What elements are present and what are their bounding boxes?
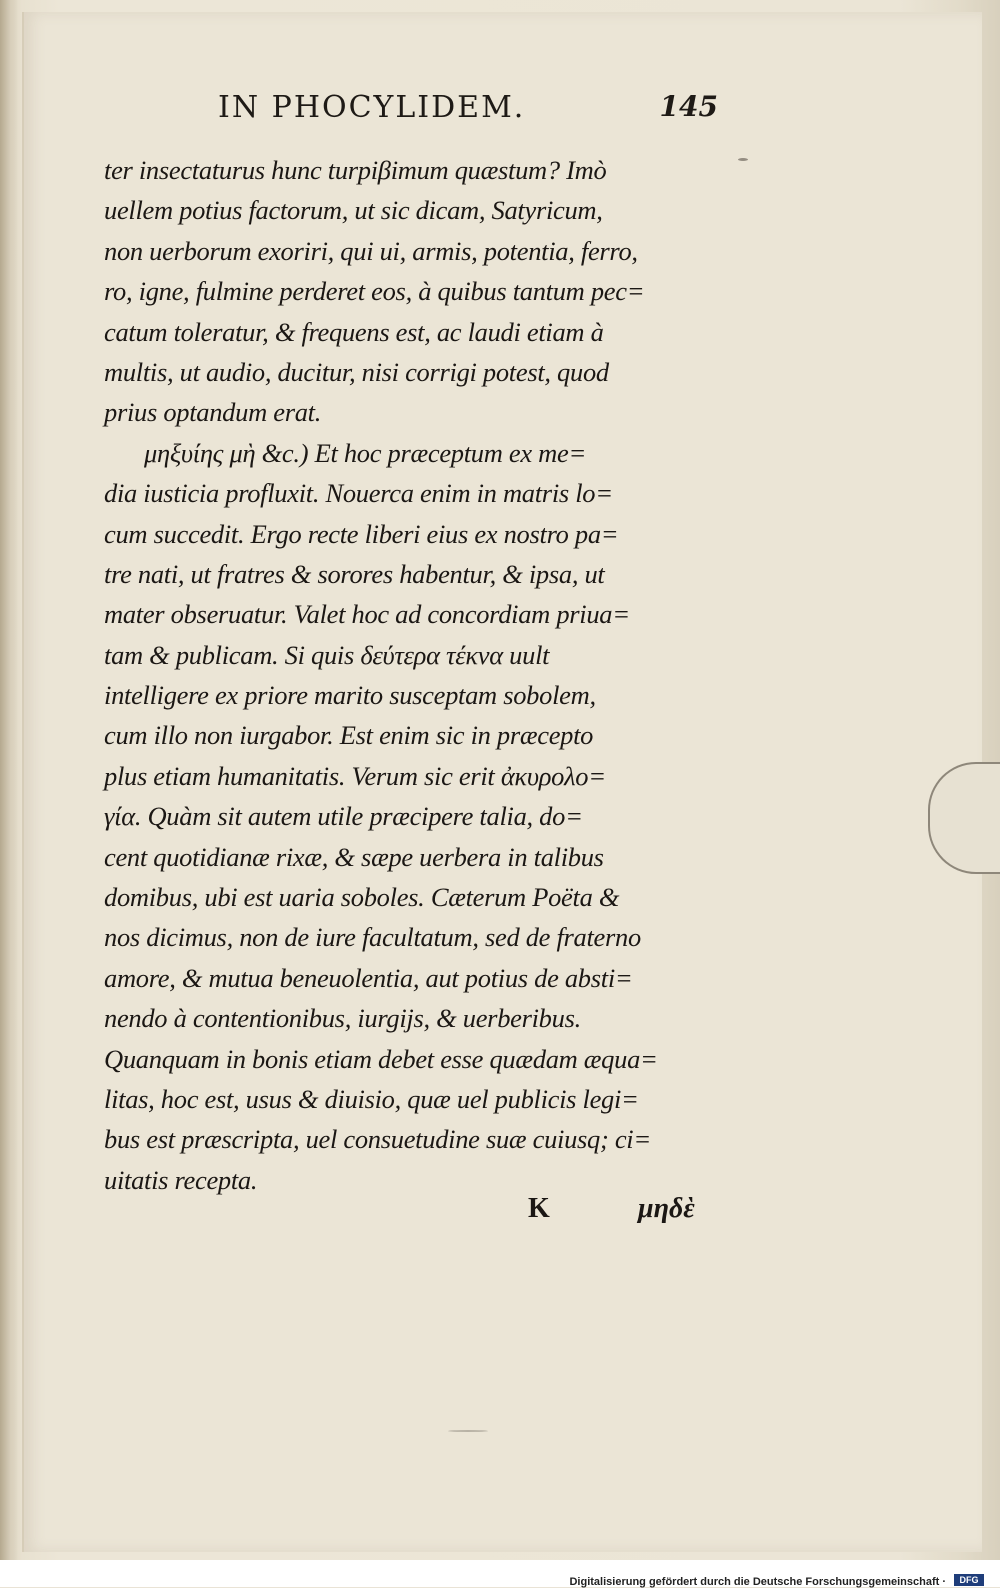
dfg-logo: DFG [954,1574,984,1586]
body-text [104,150,724,1200]
digitization-credit: Digitalisierung gefördert durch die Deutsche Forschungsgemeinschaft · [569,1576,946,1588]
signature-mark: K [528,1193,550,1224]
text-line: γία. Quàm sit autem utile præcipere talia, do= [104,801,583,832]
text-line: prius optandum erat. [104,397,322,428]
text-line: non uerborum exoriri, qui ui, armis, potentia, ferro, [104,235,638,266]
text-line: tam & publicam. Si quis δεύτερα τέκνα uult [104,639,550,670]
text-line: multis, ut audio, ducitur, nisi corrigi potest, quod [104,356,609,387]
text-line: ro, igne, fulmine perderet eos, à quibus tantum pec= [104,276,645,307]
text-line: μηξυίης μὴ &c.) Et hoc præceptum ex me= [144,437,587,468]
text-line: domibus, ubi est uaria soboles. Cæterum Poëta & [104,882,620,913]
running-head: IN PHOCYLIDEM. [218,90,526,125]
book-spine-shadow [0,0,18,1560]
text-line: catum toleratur, & frequens est, ac laudi etiam à [104,316,604,347]
text-line: intelligere ex priore marito susceptam sobolem, [104,680,596,711]
catchword: μηδὲ [638,1193,695,1224]
text-line: cum succedit. Ergo recte liberi eius ex nostro pa= [104,518,619,549]
page-edge-tab [928,762,1000,874]
text-line: uellem potius factorum, ut sic dicam, Satyricum, [104,195,603,226]
text-line: tre nati, ut fratres & sorores habentur, & ipsa, ut [104,558,605,589]
page-number: 145 [659,90,718,123]
text-line: ter insectaturus hunc turpiβimum quæstum? Imò [104,155,607,185]
text-line: dia iusticia profluxit. Nouerca enim in matris lo= [104,478,613,509]
text-line: plus etiam humanitatis. Verum sic erit ἀκυρολο= [104,760,606,791]
text-line: litas, hoc est, usus & diuisio, quæ uel publicis legi= [104,1083,639,1114]
ink-speck [738,158,748,161]
text-line: cent quotidianæ rixæ, & sæpe uerbera in talibus [104,841,604,872]
text-line: mater obseruatur. Valet hoc ad concordiam priua= [104,599,630,630]
text-line: amore, & mutua beneuolentia, aut potius de absti= [104,962,633,993]
text-line: cum illo non iurgabor. Est enim sic in præcepto [104,720,594,751]
page-header [218,90,718,130]
text-line: bus est præscripta, uel consuetudine suæ cuiusq; ci= [104,1124,651,1155]
ink-speck [448,1430,488,1432]
text-line: nos dicimus, non de iure facultatum, sed de fraterno [104,922,641,953]
text-line: Quanquam in bonis etiam debet esse quædam æqua= [104,1043,658,1074]
text-line: nendo à contentionibus, iurgijs, & uerberibus. [104,1003,581,1034]
page-footer [520,1193,740,1233]
text-line: uitatis recepta. [104,1164,258,1195]
